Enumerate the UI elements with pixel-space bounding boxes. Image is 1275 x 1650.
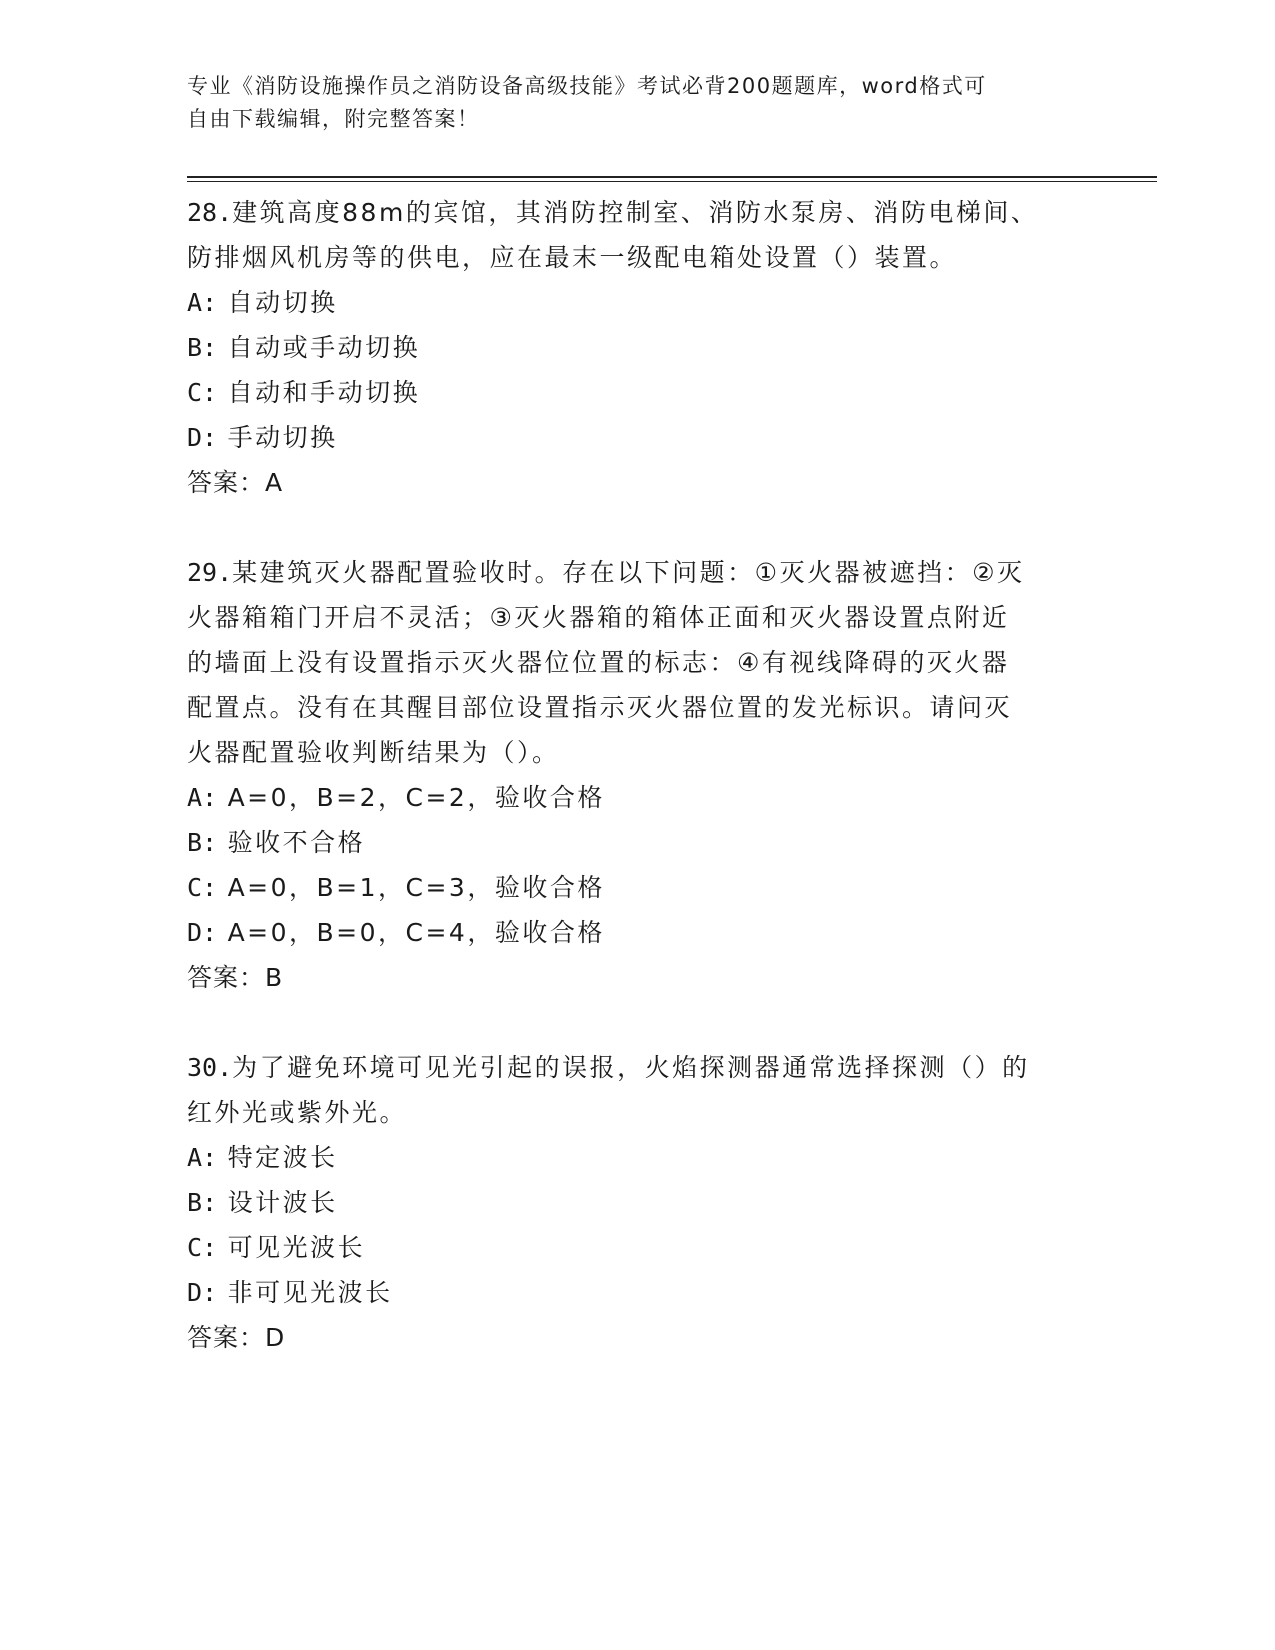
option-b [187,325,1067,370]
document-header [187,70,1067,136]
option-text: 自动切换 [227,288,338,317]
option-b [187,1180,1067,1225]
question-29 [187,550,1067,1000]
option-key: D: [187,918,218,947]
question-number: 30. [187,1053,233,1082]
question-number: 28. [187,198,233,227]
question-spacer [187,1000,1157,1045]
question-30 [187,1045,1067,1360]
option-key: A: [187,783,218,812]
question-text-line: 火器配置验收判断结果为（）。 [187,738,560,767]
question-text-line: 配置点。没有在其醒目部位设置指示灭火器位置的发光标识。请问灭 [187,693,1013,722]
question-text-line: 建筑高度88m的宾馆，其消防控制室、消防水泵房、消防电梯间、 [232,198,1039,227]
option-a [187,280,1067,325]
answer-line: 答案：B [187,963,284,992]
question-spacer [187,505,1157,550]
option-b [187,820,1067,865]
option-text: A=0，B=0，C=4，验收合格 [227,918,605,947]
answer-line: 答案：A [187,468,284,497]
option-d [187,910,1067,955]
option-text: 自动或手动切换 [227,333,421,362]
header-line-1: 专业《消防设施操作员之消防设备高级技能》考试必背200题题库，word格式可 [187,74,987,98]
question-text-line: 红外光或紫外光。 [187,1098,408,1127]
header-line-2: 自由下载编辑，附完整答案！ [187,107,480,131]
option-key: B: [187,828,218,857]
question-text-line: 某建筑灭火器配置验收时。存在以下问题：①灭火器被遮挡：②灭 [232,558,1025,587]
option-c [187,370,1067,415]
question-text-line: 的墙面上没有设置指示灭火器位位置的标志：④有视线降碍的灭火器 [187,648,1010,677]
option-key: C: [187,1233,218,1262]
option-c [187,865,1067,910]
document-page [187,70,1157,1360]
option-a [187,775,1067,820]
option-key: A: [187,288,218,317]
option-c [187,1225,1067,1270]
question-stem [187,190,1067,235]
question-28 [187,190,1067,505]
option-text: 设计波长 [227,1188,338,1217]
option-text: 非可见光波长 [227,1278,393,1307]
option-key: D: [187,1278,218,1307]
question-text-line: 火器箱箱门开启不灵活；③灭火器箱的箱体正面和灭火器设置点附近 [187,603,1010,632]
option-text: 特定波长 [227,1143,338,1172]
option-key: D: [187,423,218,452]
question-text-line: 为了避免环境可见光引起的误报，火焰探测器通常选择探测（）的 [232,1053,1030,1082]
option-text: 手动切换 [227,423,338,452]
option-d [187,415,1067,460]
option-text: A=0，B=1，C=3，验收合格 [227,873,605,902]
option-text: 验收不合格 [227,828,366,857]
answer-line: 答案：D [187,1323,286,1352]
question-number: 29. [187,558,233,587]
option-text: 可见光波长 [227,1233,366,1262]
question-stem [187,550,1067,595]
option-a [187,1135,1067,1180]
option-key: A: [187,1143,218,1172]
option-d [187,1270,1067,1315]
question-text-line: 防排烟风机房等的供电，应在最末一级配电箱处设置（）装置。 [187,243,958,272]
option-text: A=0，B=2，C=2，验收合格 [227,783,605,812]
question-stem [187,1045,1067,1090]
option-key: B: [187,1188,218,1217]
option-text: 自动和手动切换 [227,378,421,407]
option-key: C: [187,873,218,902]
option-key: C: [187,378,218,407]
option-key: B: [187,333,218,362]
